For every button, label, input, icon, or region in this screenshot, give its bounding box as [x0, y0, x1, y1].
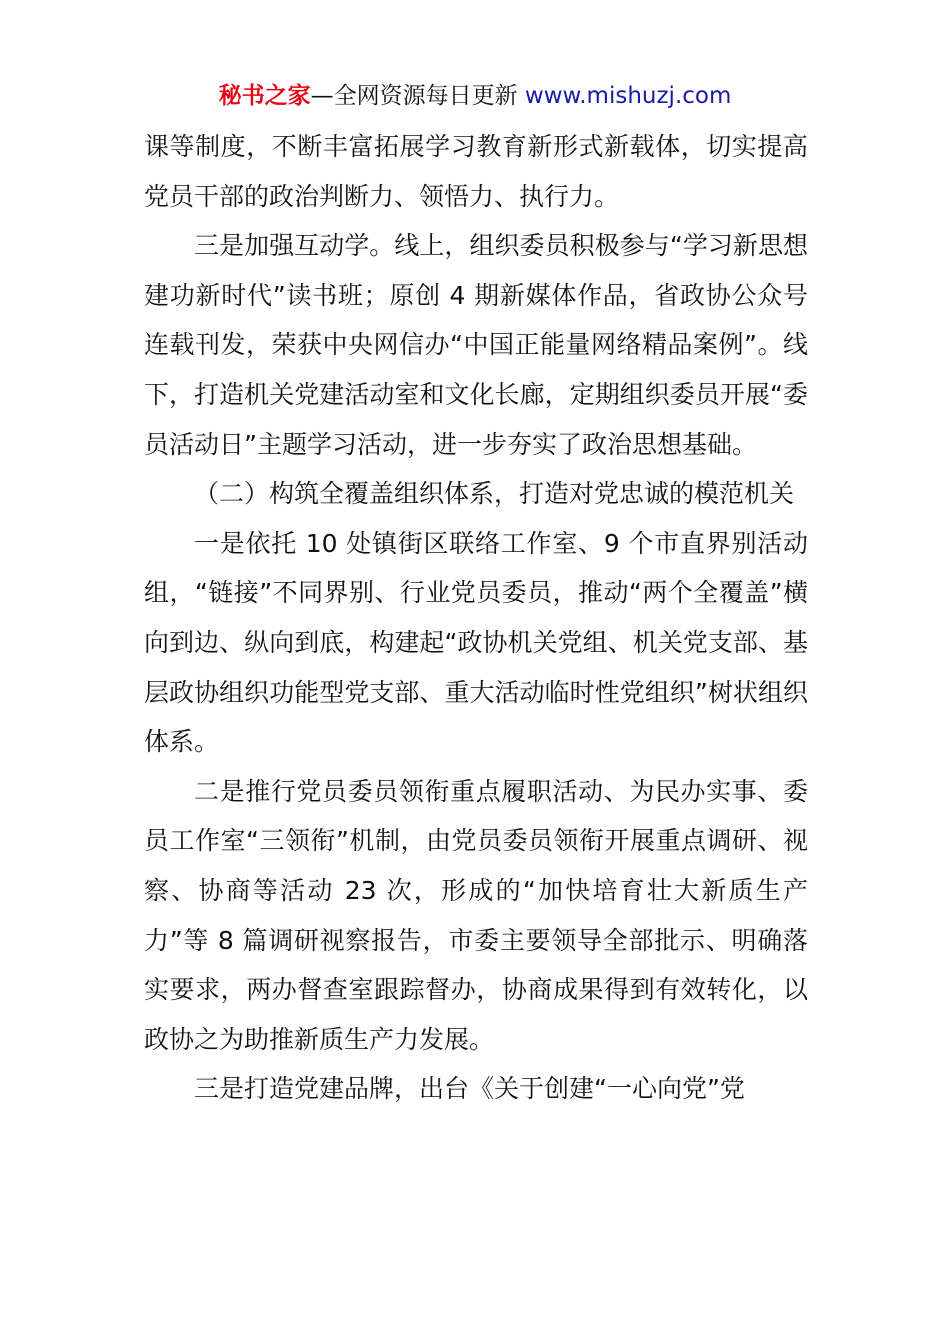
document-body	[144, 122, 808, 1114]
brand-name: 秘书之家	[218, 83, 311, 109]
paragraph: 二是推行党员委员领衔重点履职活动、为民办实事、委员工作室“三领衔”机制，由党员委员领衔开展重点调研、视察、协商等活动 23 次，形成的“加快培育壮大新质生产力”等 8 篇调研视察报告，市委主要领导全部批示、明确落实要求，两办督查室跟踪督办，协商成果得到有效转化，以政协之为助推新质生产力发展。	[144, 776, 808, 1054]
site-header	[0, 80, 950, 112]
site-url-link[interactable]: www.mishuzj.com	[524, 83, 732, 109]
paragraph: 三是打造党建品牌，出台《关于创建“一心向党”党	[194, 1074, 745, 1104]
paragraph-continuation: 课等制度，不断丰富拓展学习教育新形式新载体，切实提高党员干部的政治判断力、领悟力、执行力。	[144, 132, 808, 211]
header-slogan: —全网资源每日更新	[310, 83, 518, 109]
paragraph: 一是依托 10 处镇街区联络工作室、9 个市直界别活动组，“链接”不同界别、行业党员委员，推动“两个全覆盖”横向到边、纵向到底，构建起“政协机关党组、机关党支部、基层政协组织功能型党支部、重大活动临时性党组织”树状组织体系。	[144, 528, 808, 757]
section-heading: （二）构筑全覆盖组织体系，打造对党忠诚的模范机关	[194, 479, 795, 509]
paragraph: 三是加强互动学。线上，组织委员积极参与“学习新思想 建功新时代”读书班；原创 4 期新媒体作品，省政协公众号连载刊发，荣获中央网信办“中国正能量网络精品案例”。线下，打造机关党建活动室和文化长廊，定期组织委员开展“委员活动日”主题学习活动，进一步夯实了政治思想基础。	[144, 231, 808, 459]
